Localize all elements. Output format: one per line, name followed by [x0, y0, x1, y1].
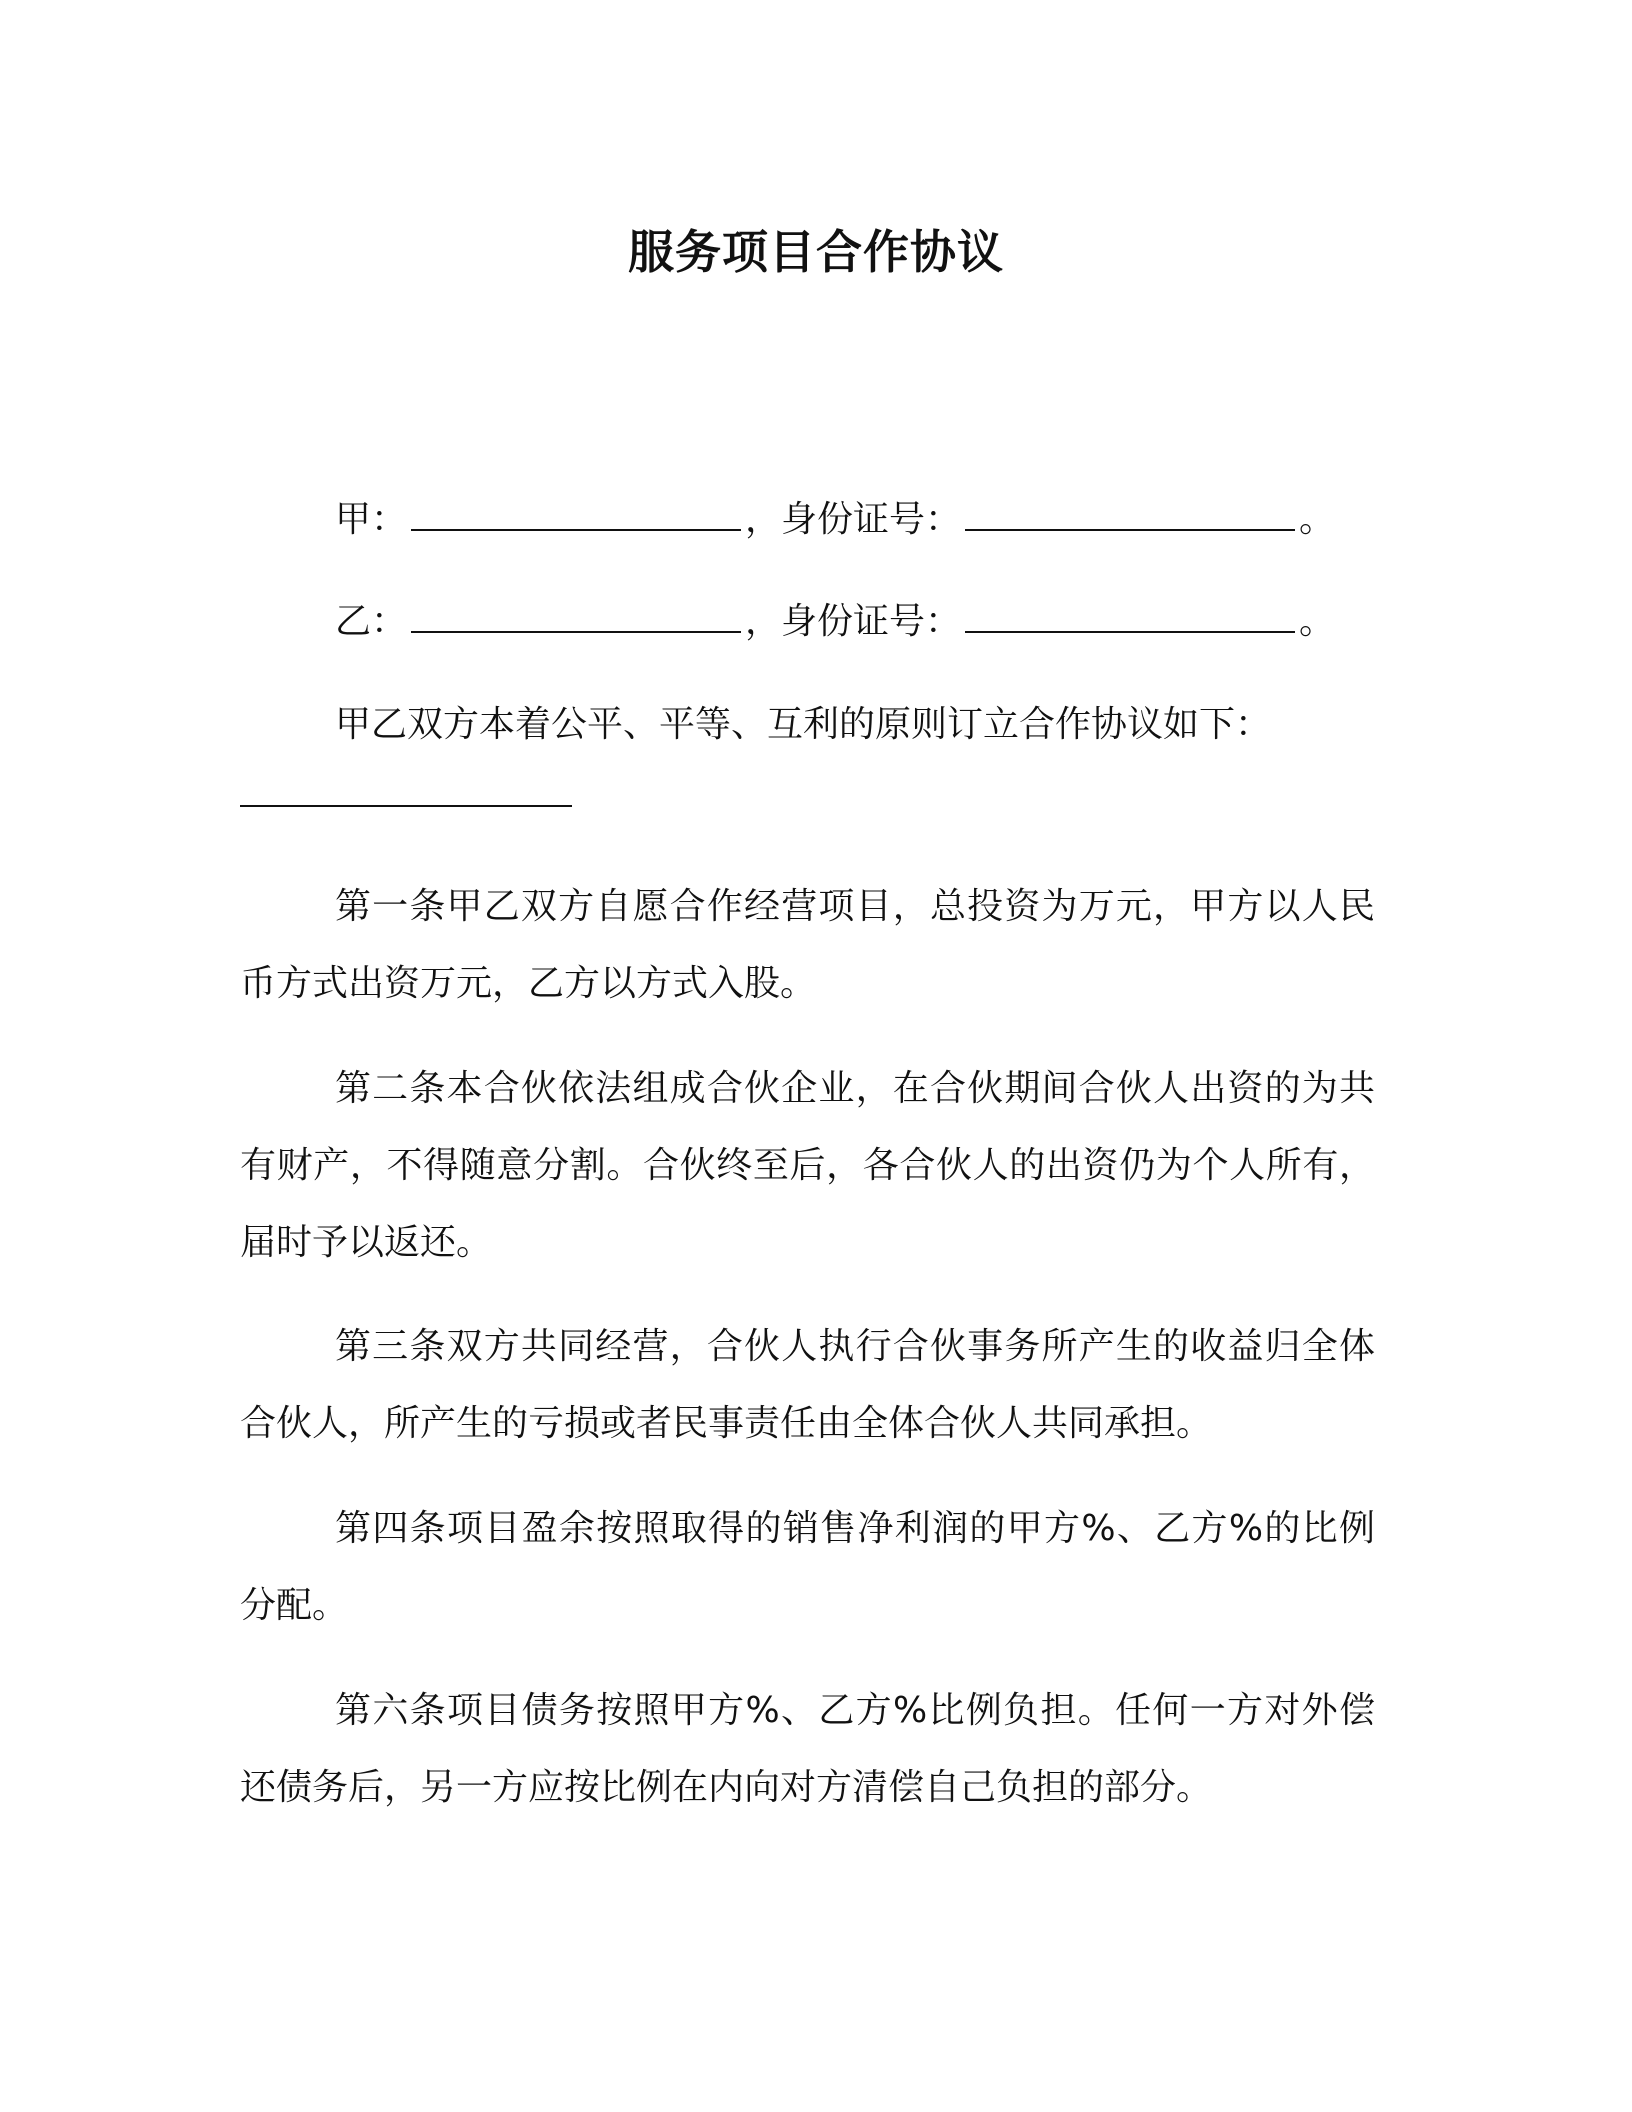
party-b-id-label: ，身份证号： — [745, 601, 962, 642]
article-2: 第二条本合伙依法组成合伙企业，在合伙期间合伙人出资的为共有财产，不得随意分割。合伙终至后，各合伙人的出资仍为个人所有，届时予以返还。 — [240, 1068, 1375, 1263]
party-b-name-blank — [411, 597, 741, 633]
party-b-end: 。 — [1299, 601, 1336, 642]
party-a-name-blank — [411, 495, 741, 531]
article-1: 第一条甲乙双方自愿合作经营项目，总投资为万元，甲方以人民币方式出资万元，乙方以方式入股。 — [240, 886, 1375, 1004]
document-title: 服务项目合作协议 — [628, 225, 1004, 279]
preamble: 甲乙双方本着公平、平等、互利的原则订立合作协议如下： — [335, 704, 1272, 745]
article-6: 第六条项目债务按照甲方%、乙方%比例负担。任何一方对外偿还债务后，另一方应按比例在内向对方清偿自己负担的部分。 — [240, 1690, 1375, 1808]
party-b-id-blank — [965, 597, 1295, 633]
article-4: 第四条项目盈余按照取得的销售净利润的甲方%、乙方%的比例分配。 — [240, 1508, 1375, 1626]
party-a-line — [335, 495, 1335, 545]
party-b-line — [335, 597, 1335, 647]
party-a-id-label: ，身份证号： — [745, 499, 962, 540]
party-a-label: 甲： — [335, 499, 408, 540]
party-a-id-blank — [965, 495, 1295, 531]
article-3: 第三条双方共同经营，合伙人执行合伙事务所产生的收益归全体合伙人，所产生的亏损或者民事责任由全体合伙人共同承担。 — [240, 1326, 1375, 1444]
blank-line — [240, 805, 572, 807]
party-b-label: 乙： — [335, 601, 408, 642]
party-a-end: 。 — [1299, 499, 1336, 540]
